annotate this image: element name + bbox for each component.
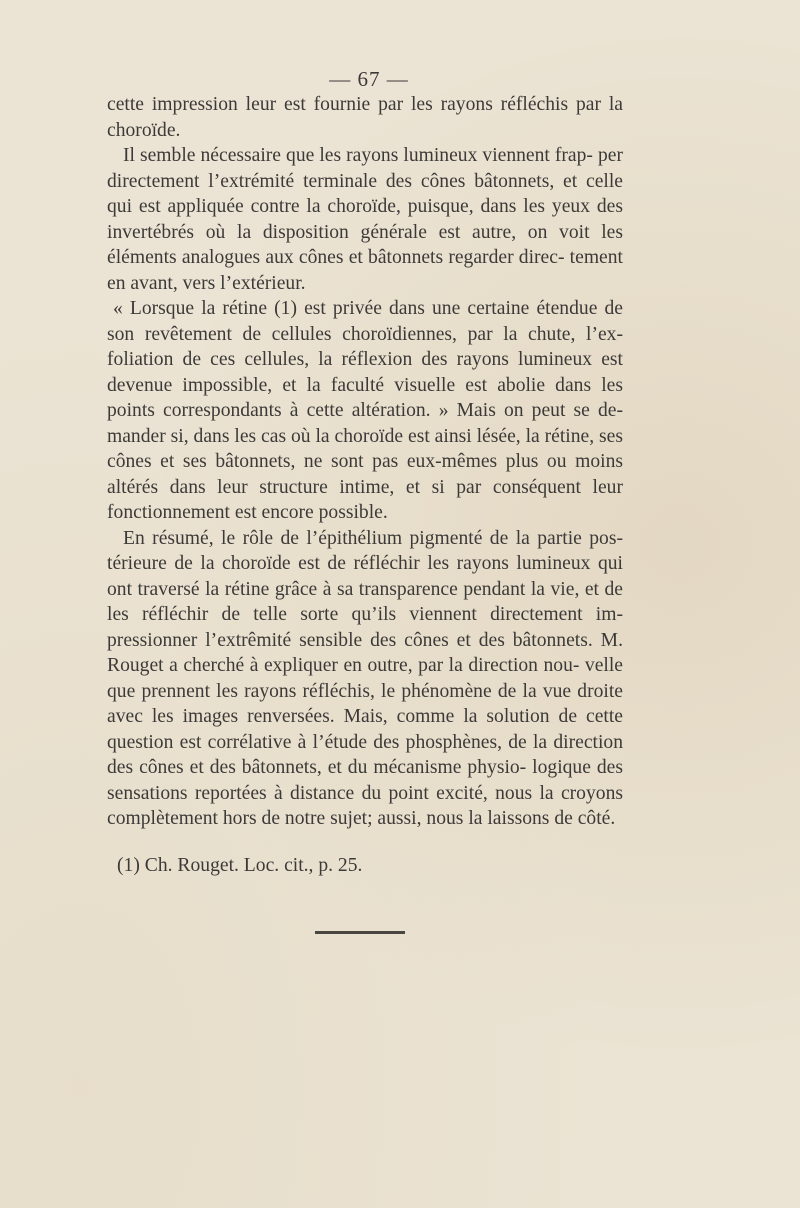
paragraph-summary: En résumé, le rôle de l’épithélium pigmenté de la partie pos- térieure de la choroïde est de réfléchir les rayons lumineux qui ont traversé la rétine grâce à sa transparence pendant la vie, et de les réfléchir de telle sorte qu’ils viennent directement im- pressionner l’extrêmité sensible des cônes et des bâtonnets. M. Rouget a cherché à expliquer en outre, par la direction nou- velle que prennent les rayons réfléchis, le phénomène de la vue droite avec les images renversées. Mais, comme la solution de cette question est corrélative à l’étude des phosphènes, de la direction des cônes et des bâtonnets, et du mécanisme physio- logique des sensations reportées à distance du point excité, nous la croyons complètement hors de notre sujet; aussi, nous la laissons de côté.	[107, 527, 623, 829]
paragraph-continuation: cette impression leur est fournie par les rayons réfléchis par la choroïde.	[107, 94, 623, 141]
paragraph-cones-direction: Il semble nécessaire que les rayons lumineux viennent frap- per directement l’extrémité terminale des cônes bâtonnets, et celle qui est appliquée contre la choroïde, puisque, dans les yeux des invertébrés où la disposition générale est autre, on voit les éléments analogues aux cônes et bâtonnets regarder direc- tement en avant, vers l’extérieur.	[107, 145, 623, 294]
end-rule	[315, 931, 405, 934]
footnote: (1) Ch. Rouget. Loc. cit., p. 25.	[117, 854, 363, 876]
body-text	[107, 92, 623, 832]
page-number: — 67 —	[329, 67, 409, 91]
paragraph-quotation: « Lorsque la rétine (1) est privée dans une certaine étendue de son revêtement de cellules choroïdiennes, par la chute, l’ex- foliation de ces cellules, la réflexion des rayons lumineux est devenue impossible, et la faculté visuelle est abolie dans les points correspondants à cette altération. » Mais on peut se de- mander si, dans les cas où la choroïde est ainsi lésée, la rétine, ses cônes et ses bâtonnets, ne sont pas eux-mêmes plus ou moins altérés dans leur structure intime, et si par conséquent leur fonctionnement est encore possible.	[107, 298, 623, 523]
book-page	[107, 66, 623, 878]
